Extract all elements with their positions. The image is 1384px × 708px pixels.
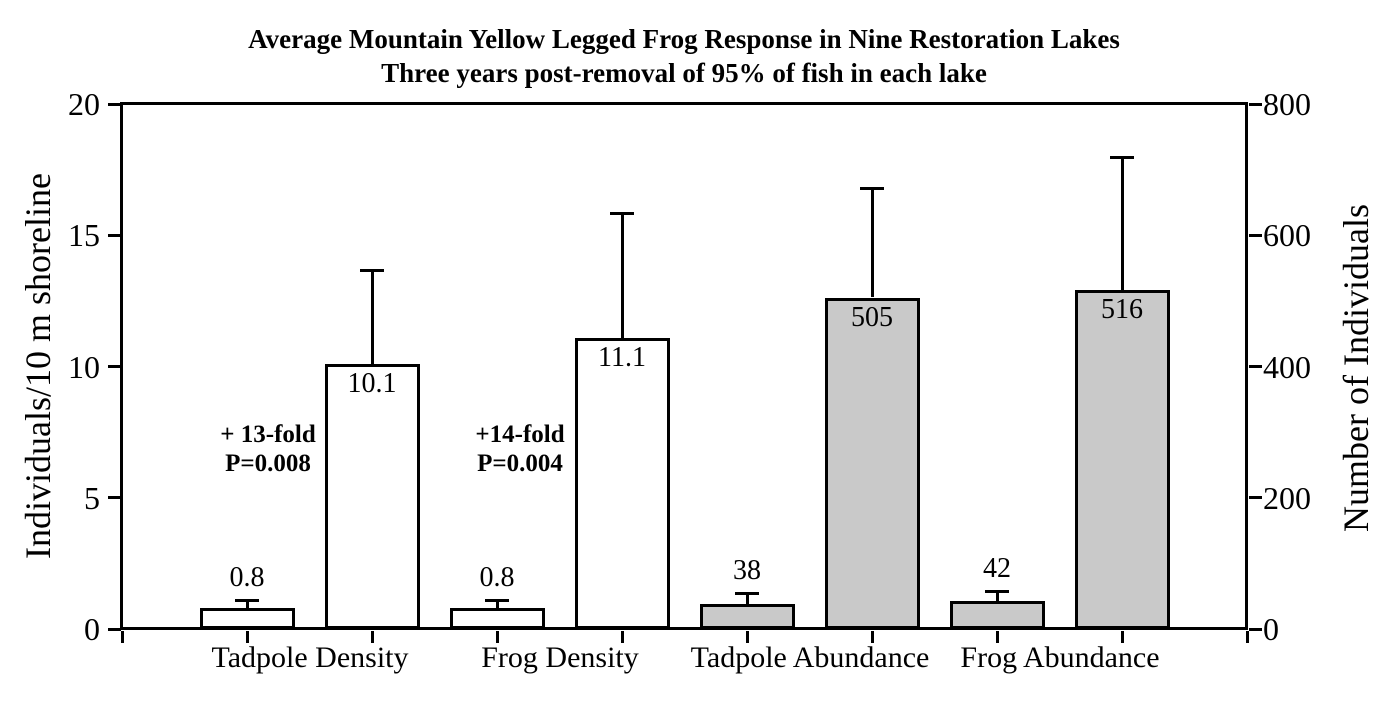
- error-bar-cap-frog-abundance-pre: [985, 590, 1009, 593]
- error-bar-cap-tadpole-abundance-post: [860, 187, 884, 190]
- left-y-tick: [108, 103, 121, 106]
- error-bar-line-frog-abundance-pre: [996, 593, 999, 601]
- bar-value-label-tadpole-abundance-pre: 38: [733, 555, 761, 586]
- bar-value-label-frog-abundance-post: 516: [1101, 294, 1143, 325]
- annotation-fold-change: + 13-fold: [220, 421, 316, 448]
- left-y-tick: [108, 496, 121, 499]
- left-y-tick-label: 15: [68, 217, 100, 253]
- bar-tadpole-abundance-pre: [700, 604, 795, 629]
- right-y-tick-label: 800: [1263, 86, 1311, 122]
- chart-title: [120, 22, 1248, 90]
- bar-tadpole-abundance-post: [825, 298, 920, 629]
- bar-frog-abundance-post: [1075, 290, 1170, 629]
- right-y-tick-label: 200: [1263, 480, 1311, 516]
- error-bar-line-tadpole-abundance-pre: [746, 595, 749, 604]
- right-y-tick-label: 0: [1263, 611, 1279, 647]
- bar-value-label-tadpole-density-post: 10.1: [347, 368, 397, 399]
- left-y-tick-label: 20: [68, 86, 100, 122]
- chart-title-line1: Average Mountain Yellow Legged Frog Response in Nine Restoration Lakes: [248, 24, 1120, 54]
- left-y-tick: [108, 365, 121, 368]
- bar-tadpole-density-pre: [200, 608, 295, 629]
- x-category-label: Frog Abundance: [960, 641, 1160, 674]
- right-y-tick: [1249, 103, 1262, 106]
- x-category-label: Tadpole Density: [211, 641, 409, 674]
- left-y-tick-label: 5: [84, 480, 100, 516]
- bar-frog-density-pre: [450, 608, 545, 629]
- bar-value-label-tadpole-density-pre: 0.8: [229, 562, 265, 593]
- annotation-frog-density-stats: [475, 420, 564, 478]
- error-bar-line-frog-density-post: [621, 215, 624, 338]
- bar-tadpole-density-post: [325, 364, 420, 629]
- error-bar-line-tadpole-density-post: [371, 272, 374, 364]
- chart-title-line2: Three years post-removal of 95% of fish in each lake: [381, 58, 987, 88]
- error-bar-line-frog-density-pre: [496, 602, 499, 608]
- error-bar-line-frog-abundance-post: [1121, 159, 1124, 291]
- bar-frog-abundance-pre: [950, 601, 1045, 629]
- annotation-tadpole-density-stats: [220, 420, 316, 478]
- annotation-p-value: P=0.004: [477, 450, 563, 477]
- left-axis-title: Individuals/10 m shoreline: [18, 173, 58, 559]
- left-y-tick-label: 10: [68, 349, 100, 385]
- left-y-tick: [108, 234, 121, 237]
- x-category-label: Frog Density: [481, 641, 639, 674]
- left-y-tick: [108, 628, 121, 631]
- bar-value-label-tadpole-abundance-post: 505: [851, 302, 893, 333]
- right-y-tick: [1249, 628, 1262, 631]
- error-bar-cap-tadpole-density-post: [360, 269, 384, 272]
- bar-value-label-frog-density-pre: 0.8: [479, 562, 515, 593]
- left-y-tick-label: 0: [84, 611, 100, 647]
- error-bar-line-tadpole-abundance-post: [871, 190, 874, 297]
- right-axis-title: Number of Individuals: [1336, 204, 1376, 532]
- right-y-tick: [1249, 496, 1262, 499]
- x-category-label: Tadpole Abundance: [690, 641, 930, 674]
- annotation-fold-change: +14-fold: [475, 421, 565, 448]
- right-y-tick-label: 400: [1263, 349, 1311, 385]
- annotation-p-value: P=0.008: [225, 450, 311, 477]
- right-y-tick-label: 600: [1263, 217, 1311, 253]
- error-bar-cap-frog-density-pre: [485, 599, 509, 602]
- right-y-tick: [1249, 365, 1262, 368]
- bar-frog-density-post: [575, 338, 670, 629]
- bar-value-label-frog-density-post: 11.1: [598, 342, 646, 373]
- right-y-tick: [1249, 234, 1262, 237]
- error-bar-line-tadpole-density-pre: [246, 602, 249, 608]
- error-bar-cap-tadpole-density-pre: [235, 599, 259, 602]
- error-bar-cap-frog-density-post: [610, 212, 634, 215]
- error-bar-cap-frog-abundance-post: [1110, 156, 1134, 159]
- error-bar-cap-tadpole-abundance-pre: [735, 592, 759, 595]
- bar-value-label-frog-abundance-pre: 42: [983, 553, 1011, 584]
